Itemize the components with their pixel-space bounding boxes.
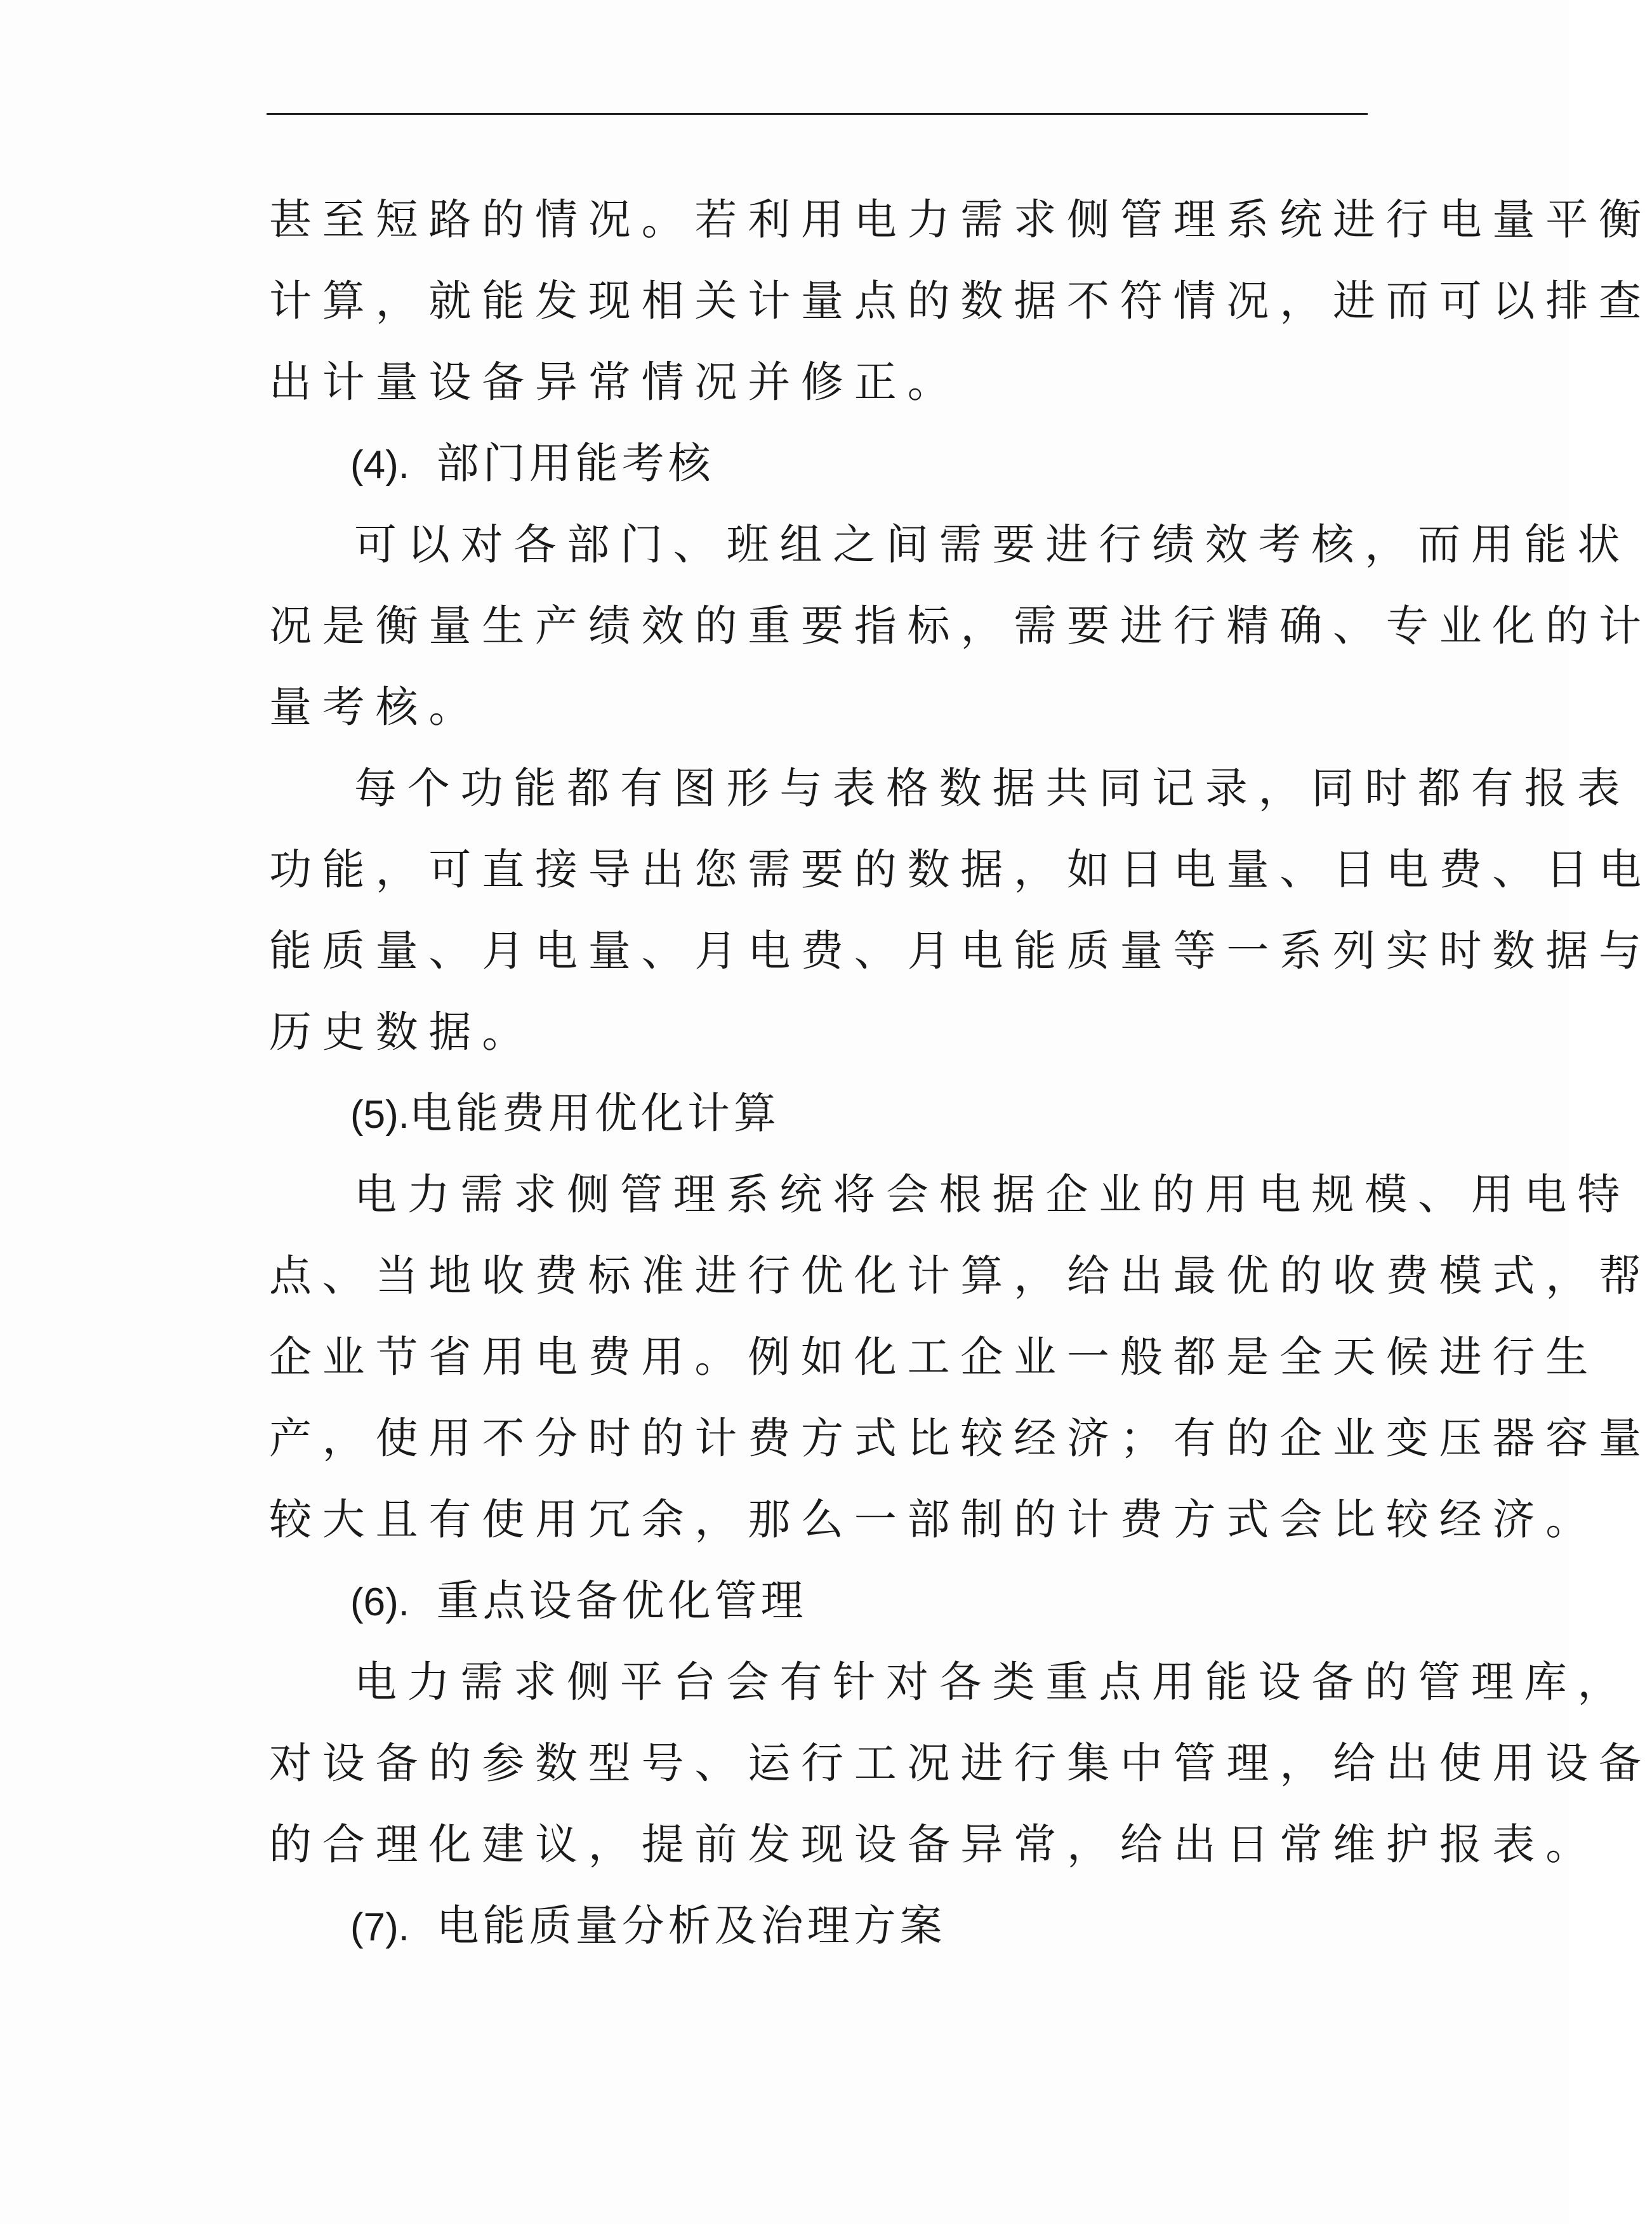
text-line: 能质量、月电量、月电费、月电能质量等一系列实时数据与	[269, 926, 1652, 976]
text-line: 电力需求侧平台会有针对各类重点用能设备的管理库，	[354, 1657, 1631, 1707]
section-number: (7).	[350, 1905, 409, 1949]
section-heading-7	[269, 1885, 1367, 1966]
section-title: 重点设备优化管理	[436, 1576, 807, 1625]
text-line: 的合理化建议，提前发现设备异常，给出日常维护报表。	[269, 1820, 1599, 1869]
text-line: 量考核。	[269, 682, 482, 732]
section-number: (4).	[350, 443, 409, 487]
text-line: 出计量设备异常情况并修正。	[269, 357, 961, 407]
text-line: 可以对各部门、班组之间需要进行绩效考核，而用能状	[354, 520, 1631, 569]
header-rule	[267, 113, 1368, 115]
section-title: 电能费用优化计算	[409, 1089, 780, 1138]
section-title: 部门用能考核	[436, 439, 715, 488]
section-title: 电能质量分析及治理方案	[436, 1901, 946, 1950]
text-line: 每个功能都有图形与表格数据共同记录，同时都有报表	[354, 764, 1631, 813]
text-line: 历史数据。	[269, 1007, 535, 1057]
text-line: 功能，可直接导出您需要的数据，如日电量、日电费、日电	[269, 845, 1652, 894]
section-number: (6).	[350, 1580, 409, 1624]
section-heading-4	[269, 423, 1367, 504]
text-line: 计算，就能发现相关计量点的数据不符情况，进而可以排查	[269, 276, 1652, 326]
text-line: 点、当地收费标准进行优化计算，给出最优的收费模式，帮	[269, 1251, 1652, 1301]
text-line: 产，使用不分时的计费方式比较经济；有的企业变压器容量	[269, 1413, 1652, 1463]
section-number: (5).	[350, 1093, 409, 1137]
text-line: 对设备的参数型号、运行工况进行集中管理，给出使用设备	[269, 1738, 1652, 1788]
text-line: 电力需求侧管理系统将会根据企业的用电规模、用电特	[354, 1170, 1631, 1219]
section-heading-5	[269, 1073, 1367, 1154]
text-line: 甚至短路的情况。若利用电力需求侧管理系统进行电量平衡	[269, 195, 1652, 244]
text-line: 况是衡量生产绩效的重要指标，需要进行精确、专业化的计	[269, 601, 1652, 651]
body-text	[269, 179, 1652, 1966]
text-line: 企业节省用电费用。例如化工企业一般都是全天候进行生	[269, 1332, 1599, 1382]
section-heading-6	[269, 1560, 1367, 1641]
text-line: 较大且有使用冗余，那么一部制的计费方式会比较经济。	[269, 1495, 1599, 1544]
